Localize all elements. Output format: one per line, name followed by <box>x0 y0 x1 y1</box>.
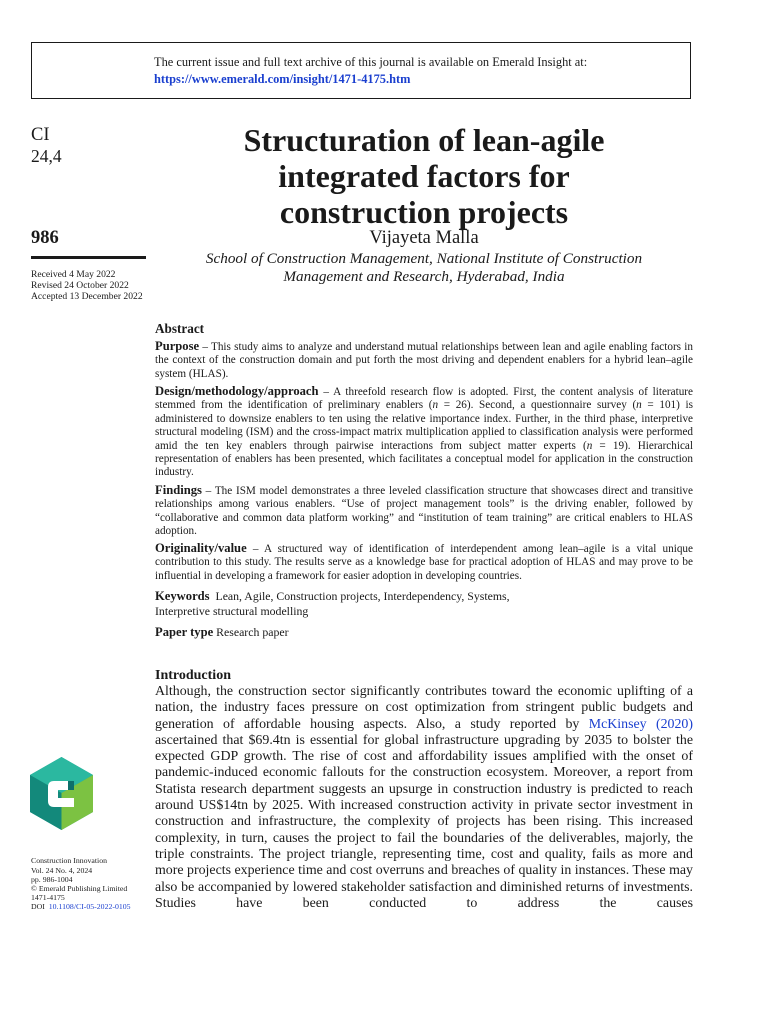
findings-text: – The ISM model demonstrates a three leveled classification structure that showcases direct and transitive relationships among various enablers. “Use of project management tools” is the driving enabler, followed by “collaborative and common data platform working” and “institution of team training” are critical enablers to HLAS adoption. <box>155 485 693 538</box>
intro-text: ascertained that $69.4tn is essential for global infrastructure upgrading by 2035 to bolster the expected GDP growth. The rise of cost and affordability issues amplified with the onset of pandemic-induced economic fallouts for the construction ecosystem. Moreover, a report from Statista research department suggests an upsurge in construction industry is predicted to reach around US$14tn by 2025. With increased construction activity in private sector investment in construction and infrastructure, the complexity of projects has been rising. This increased complexity, in turn, causes the project to fail the boundaries of the deliverables, majorly, the triple constraints. The project triangle, representing time, cost and quality, fails as more and more projects experience time and cost overruns and breaches of quality in instances. These may also be accompanied by lowered stakeholder satisfaction and diminished returns of investments. Studies have been conducted to address the causes <box>155 732 693 911</box>
doi-label: DOI <box>31 902 45 911</box>
paper-type <box>155 625 289 640</box>
paper-type-label: Paper type <box>155 625 214 639</box>
design-text: – A threefold research flow is adopted. First, the content analysis of literature stemmed from the identification of preliminary enablers ( <box>155 386 693 412</box>
journal-name: Construction Innovation <box>31 856 108 865</box>
title-line: construction projects <box>279 194 569 230</box>
originality-text: – A structured way of identification of interdependent among lean–agile is a vital unique contribution to this study. The results serve as a knowledge base for practical adoption of HLAS and may prove to be influential in developing a framework for easier adoption in developing countries. <box>155 543 693 582</box>
title-line: integrated factors for <box>278 158 570 194</box>
findings-label: Findings <box>155 483 202 497</box>
journal-volume: Vol. 24 No. 4, 2024 <box>31 866 93 875</box>
received-date: Received 4 May 2022 <box>31 269 116 280</box>
keywords-line: Interpretive structural modelling <box>155 604 309 619</box>
introduction-body <box>155 684 693 912</box>
introduction-heading: Introduction <box>155 668 231 683</box>
intro-text: Although, the construction sector significantly contributes toward the economic uplifting of a nation, the industry faces pressure on cost optimization from stringent public budgets and generation of affordable housing aspects. Also, a study reported by <box>155 684 693 732</box>
keywords <box>155 589 693 619</box>
doi <box>31 902 131 912</box>
design-text: = 26). Second, a questionnaire survey ( <box>438 399 637 412</box>
n-symbol: n <box>636 399 642 412</box>
emerald-logo <box>30 757 93 830</box>
abstract-findings <box>155 484 693 539</box>
page-number: 986 <box>31 228 59 248</box>
issn: 1471-4175 <box>31 893 65 902</box>
abstract-design <box>155 385 693 480</box>
accepted-date: Accepted 13 December 2022 <box>31 291 143 302</box>
journal-pages: pp. 986-1004 <box>31 875 73 884</box>
journal-archive-link[interactable]: https://www.emerald.com/insight/1471-4175.htm <box>154 72 411 86</box>
abstract-originality <box>155 542 693 583</box>
margin-rule <box>31 256 146 259</box>
abstract-heading: Abstract <box>155 321 205 336</box>
design-text: = 101) is administered to downsize enablers to ten using the relative importance index. Further, in the third phase, interpretive structural modeling (ISM) and the cross-impact matrix multiplication applied to classification analysis were performed amid the ten key enablers through pairwise interactions from subject matter experts ( <box>155 399 693 452</box>
paper-type-value: Research paper <box>216 625 289 639</box>
citation-link[interactable]: McKinsey (2020) <box>588 716 693 732</box>
purpose-label: Purpose <box>155 339 200 353</box>
author-affiliation <box>150 250 698 286</box>
abstract-purpose <box>155 340 693 381</box>
n-symbol: n <box>586 439 593 452</box>
title-line: Structuration of lean-agile <box>243 122 605 158</box>
affiliation-line: School of Construction Management, National Institute of Construction <box>205 250 643 267</box>
author-name: Vijayeta Malla <box>369 228 479 248</box>
design-label: Design/methodology/approach <box>155 384 319 398</box>
n-symbol: n <box>432 399 439 412</box>
doi-link[interactable]: 10.1108/CI-05-2022-0105 <box>48 902 131 911</box>
journal-volume-issue: 24,4 <box>31 146 62 166</box>
originality-label: Originality/value <box>155 541 247 555</box>
notice-text: The current issue and full text archive of this journal is available on Emerald Insight at: <box>154 55 588 69</box>
revised-date: Revised 24 October 2022 <box>31 280 129 291</box>
publisher: © Emerald Publishing Limited <box>31 884 128 893</box>
article-title <box>150 122 698 230</box>
affiliation-line: Management and Research, Hyderabad, India <box>283 268 565 285</box>
keywords-label: Keywords <box>155 589 210 603</box>
purpose-text: – This study aims to analyze and understand mutual relationships between lean and agile enabling factors in the context of the construction domain and put forth the most driving and dependent enablers for a hybrid lean–agile system (HLAS). <box>155 341 693 380</box>
journal-abbreviation: CI <box>31 125 50 145</box>
keywords-line: Lean, Agile, Construction projects, Interdependency, Systems, <box>215 589 510 603</box>
design-text: = 19). Hierarchical representation of enablers has been presented, which facilitates a conceptual model for application in the construction industry. <box>155 439 693 479</box>
